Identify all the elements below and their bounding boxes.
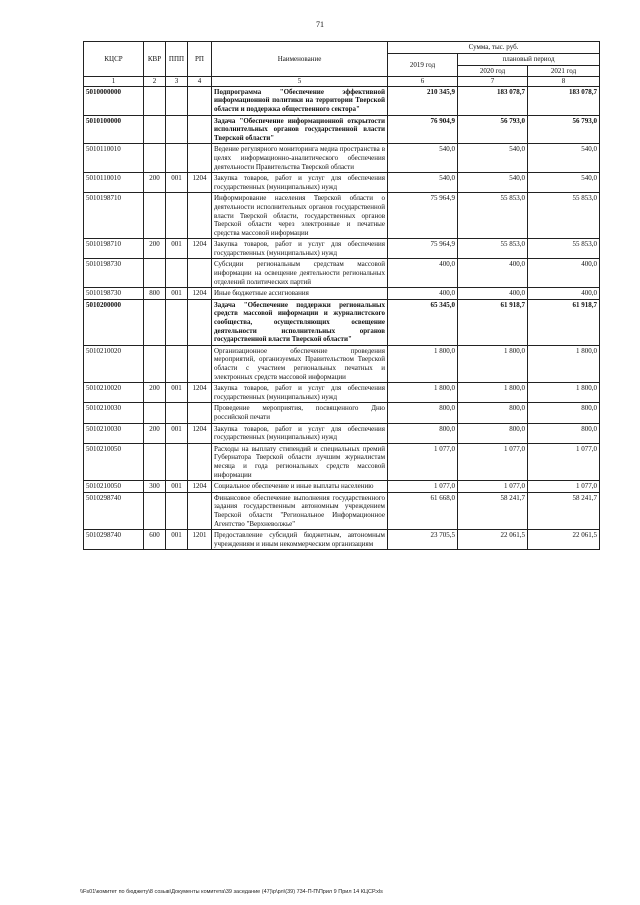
cell-kcsr: 5010298740	[84, 530, 144, 550]
header-2021: 2021 год	[528, 65, 600, 77]
cell-rp	[188, 492, 212, 529]
cell-name: Субсидии региональным средствам массовой информации на освещение деятельности региональных отделений политических партий	[212, 259, 388, 288]
file-path-footer: \\Fs01\комитет по бюджету\8 созыв\Документы комитета\39 заседание (47)\р\рл\(39) 734-П-П\Прил 9 Прил 14 КЦСР.xls	[80, 889, 383, 895]
cell-2020: 55 853,0	[458, 239, 528, 259]
cell-rp	[188, 86, 212, 115]
cell-kvr	[144, 259, 166, 288]
cell-ppp	[166, 86, 188, 115]
cell-kvr: 200	[144, 383, 166, 403]
cell-2021: 800,0	[528, 423, 600, 443]
cell-2020: 540,0	[458, 144, 528, 173]
cell-rp	[188, 259, 212, 288]
cell-ppp	[166, 299, 188, 345]
cell-2019: 210 345,9	[388, 86, 458, 115]
cell-kvr: 600	[144, 530, 166, 550]
cell-name: Информирование населения Тверской области о деятельности исполнительных органов государственной власти Тверской области, государственных органов Тверской области через электронные и печатные средства массовой информации	[212, 193, 388, 239]
cell-kvr: 200	[144, 239, 166, 259]
page-number: 71	[316, 20, 324, 29]
cell-ppp	[166, 443, 188, 480]
cell-2020: 22 061,5	[458, 530, 528, 550]
header-kvr: КВР	[144, 42, 166, 77]
cell-kvr	[144, 443, 166, 480]
cell-kcsr: 5010000000	[84, 86, 144, 115]
cell-name: Организационное обеспечение проведения мероприятий, организуемых Правительством Тверской области с участием региональных печатных и электронных средств массовой информации	[212, 345, 388, 382]
cell-rp	[188, 115, 212, 144]
cell-2019: 1 077,0	[388, 443, 458, 480]
cell-kvr	[144, 492, 166, 529]
cell-kvr	[144, 86, 166, 115]
cell-kvr	[144, 193, 166, 239]
cell-2020: 55 853,0	[458, 193, 528, 239]
cell-2021: 800,0	[528, 403, 600, 423]
table-row	[84, 86, 600, 115]
cell-kvr: 200	[144, 173, 166, 193]
cell-name: Закупка товаров, работ и услуг для обеспечения государственных (муниципальных) нужд	[212, 423, 388, 443]
cell-2019: 540,0	[388, 173, 458, 193]
cell-ppp	[166, 259, 188, 288]
cell-2020: 58 241,7	[458, 492, 528, 529]
cell-name: Задача "Обеспечение информационной открытости исполнительных органов государственной власти Тверской области"	[212, 115, 388, 144]
cell-kcsr: 5010210050	[84, 443, 144, 480]
column-index: 7	[458, 77, 528, 87]
column-index: 5	[212, 77, 388, 87]
cell-ppp	[166, 345, 188, 382]
table-row	[84, 193, 600, 239]
table-row	[84, 288, 600, 300]
cell-2019: 61 668,0	[388, 492, 458, 529]
cell-kcsr: 5010198710	[84, 193, 144, 239]
column-index: 1	[84, 77, 144, 87]
table-row	[84, 345, 600, 382]
cell-2019: 75 964,9	[388, 193, 458, 239]
cell-name: Ведение регулярного мониторинга медиа пространства в целях информационно-аналитического обеспечения деятельности Правительства Тверской области	[212, 144, 388, 173]
cell-2020: 56 793,0	[458, 115, 528, 144]
cell-name: Закупка товаров, работ и услуг для обеспечения государственных (муниципальных) нужд	[212, 383, 388, 403]
column-index: 4	[188, 77, 212, 87]
cell-name: Предоставление субсидий бюджетным, автономным учреждениям и иным некоммерческим организациям	[212, 530, 388, 550]
cell-name: Социальное обеспечение и иные выплаты населению	[212, 481, 388, 493]
cell-ppp	[166, 193, 188, 239]
cell-2019: 1 077,0	[388, 481, 458, 493]
cell-name: Подпрограмма "Обеспечение эффективной информационной политики на территории Тверской области и поддержка общественного сектора"	[212, 86, 388, 115]
cell-name: Закупка товаров, работ и услуг для обеспечения государственных (муниципальных) нужд	[212, 239, 388, 259]
column-index-row	[84, 77, 600, 87]
cell-kvr	[144, 345, 166, 382]
cell-ppp: 001	[166, 173, 188, 193]
cell-ppp: 001	[166, 383, 188, 403]
header-name: Наименование	[212, 42, 388, 77]
cell-2021: 1 077,0	[528, 443, 600, 480]
header-planned-period: плановый период	[458, 54, 600, 66]
header-ppp: ППП	[166, 42, 188, 77]
cell-rp	[188, 193, 212, 239]
cell-2019: 800,0	[388, 403, 458, 423]
table-row	[84, 115, 600, 144]
cell-rp: 1204	[188, 173, 212, 193]
table-row	[84, 423, 600, 443]
cell-kvr: 200	[144, 423, 166, 443]
cell-2021: 1 800,0	[528, 345, 600, 382]
cell-kvr	[144, 115, 166, 144]
cell-kcsr: 5010298740	[84, 492, 144, 529]
cell-2021: 183 078,7	[528, 86, 600, 115]
header-sum: Сумма, тыс. руб.	[388, 42, 600, 54]
cell-rp: 1204	[188, 423, 212, 443]
cell-ppp: 001	[166, 530, 188, 550]
cell-2021: 56 793,0	[528, 115, 600, 144]
cell-name: Финансовое обеспечение выполнения государственного задания государственным автономным учреждением Тверской области "Региональное Информационное Агентство "Верхневолжье"	[212, 492, 388, 529]
table-row	[84, 481, 600, 493]
cell-2021: 540,0	[528, 144, 600, 173]
cell-2020: 1 077,0	[458, 481, 528, 493]
cell-2019: 1 800,0	[388, 383, 458, 403]
cell-2020: 183 078,7	[458, 86, 528, 115]
column-index: 2	[144, 77, 166, 87]
cell-rp: 1204	[188, 383, 212, 403]
table-row	[84, 403, 600, 423]
cell-rp	[188, 345, 212, 382]
cell-2020: 1 077,0	[458, 443, 528, 480]
cell-ppp: 001	[166, 481, 188, 493]
cell-kvr	[144, 299, 166, 345]
cell-ppp	[166, 144, 188, 173]
cell-kcsr: 5010110010	[84, 144, 144, 173]
cell-kcsr: 5010210030	[84, 403, 144, 423]
cell-2019: 23 705,5	[388, 530, 458, 550]
cell-2019: 1 800,0	[388, 345, 458, 382]
cell-ppp	[166, 403, 188, 423]
header-2020: 2020 год	[458, 65, 528, 77]
cell-rp	[188, 403, 212, 423]
cell-2020: 800,0	[458, 423, 528, 443]
cell-2020: 1 800,0	[458, 383, 528, 403]
cell-kcsr: 5010198730	[84, 259, 144, 288]
cell-kcsr: 5010210050	[84, 481, 144, 493]
cell-2019: 400,0	[388, 288, 458, 300]
column-index: 8	[528, 77, 600, 87]
cell-2020: 800,0	[458, 403, 528, 423]
cell-2019: 75 964,9	[388, 239, 458, 259]
cell-kcsr: 5010110010	[84, 173, 144, 193]
cell-kvr: 300	[144, 481, 166, 493]
cell-2020: 400,0	[458, 259, 528, 288]
cell-kcsr: 5010210020	[84, 345, 144, 382]
cell-kvr	[144, 144, 166, 173]
table-row	[84, 492, 600, 529]
cell-kcsr: 5010210020	[84, 383, 144, 403]
cell-2021: 61 918,7	[528, 299, 600, 345]
cell-kcsr: 5010210030	[84, 423, 144, 443]
cell-2019: 800,0	[388, 423, 458, 443]
cell-2020: 400,0	[458, 288, 528, 300]
cell-kcsr: 5010198730	[84, 288, 144, 300]
cell-2021: 400,0	[528, 288, 600, 300]
cell-name: Проведение мероприятия, посвященного Дню российской печати	[212, 403, 388, 423]
cell-2019: 540,0	[388, 144, 458, 173]
cell-ppp: 001	[166, 239, 188, 259]
cell-rp: 1204	[188, 288, 212, 300]
cell-2020: 1 800,0	[458, 345, 528, 382]
cell-name: Закупка товаров, работ и услуг для обеспечения государственных (муниципальных) нужд	[212, 173, 388, 193]
table-row	[84, 173, 600, 193]
cell-2021: 540,0	[528, 173, 600, 193]
cell-rp	[188, 299, 212, 345]
header-2019: 2019 год	[388, 54, 458, 77]
cell-rp: 1201	[188, 530, 212, 550]
cell-2021: 1 800,0	[528, 383, 600, 403]
cell-2021: 1 077,0	[528, 481, 600, 493]
cell-2020: 61 918,7	[458, 299, 528, 345]
cell-kcsr: 5010200000	[84, 299, 144, 345]
cell-ppp: 001	[166, 423, 188, 443]
cell-2021: 400,0	[528, 259, 600, 288]
header-kcsr: КЦСР	[84, 42, 144, 77]
table-row	[84, 299, 600, 345]
cell-rp: 1204	[188, 481, 212, 493]
table-row	[84, 144, 600, 173]
budget-table	[83, 41, 600, 550]
cell-kvr: 800	[144, 288, 166, 300]
cell-name: Расходы на выплату стипендий и специальных премий Губернатора Тверской области лучшим журналистам месяца и года региональных средств массовой информации	[212, 443, 388, 480]
table-body	[84, 86, 600, 550]
table-row	[84, 443, 600, 480]
cell-rp	[188, 443, 212, 480]
cell-rp	[188, 144, 212, 173]
cell-kcsr: 5010100000	[84, 115, 144, 144]
table-row	[84, 383, 600, 403]
cell-2019: 65 345,0	[388, 299, 458, 345]
cell-kvr	[144, 403, 166, 423]
column-index: 6	[388, 77, 458, 87]
cell-rp: 1204	[188, 239, 212, 259]
cell-2021: 58 241,7	[528, 492, 600, 529]
table-row	[84, 259, 600, 288]
cell-2019: 76 904,9	[388, 115, 458, 144]
cell-2021: 22 061,5	[528, 530, 600, 550]
cell-ppp	[166, 492, 188, 529]
table-row	[84, 239, 600, 259]
header-rp: РП	[188, 42, 212, 77]
cell-2020: 540,0	[458, 173, 528, 193]
cell-ppp	[166, 115, 188, 144]
cell-2019: 400,0	[388, 259, 458, 288]
column-index: 3	[166, 77, 188, 87]
cell-kcsr: 5010198710	[84, 239, 144, 259]
cell-name: Иные бюджетные ассигнования	[212, 288, 388, 300]
cell-ppp: 001	[166, 288, 188, 300]
cell-2021: 55 853,0	[528, 239, 600, 259]
cell-2021: 55 853,0	[528, 193, 600, 239]
cell-name: Задача "Обеспечение поддержки региональных средств массовой информации и журналистского сообщества, осуществляющих освещение деятельности исполнительных органов государственной власти Тверской области"	[212, 299, 388, 345]
table-row	[84, 530, 600, 550]
